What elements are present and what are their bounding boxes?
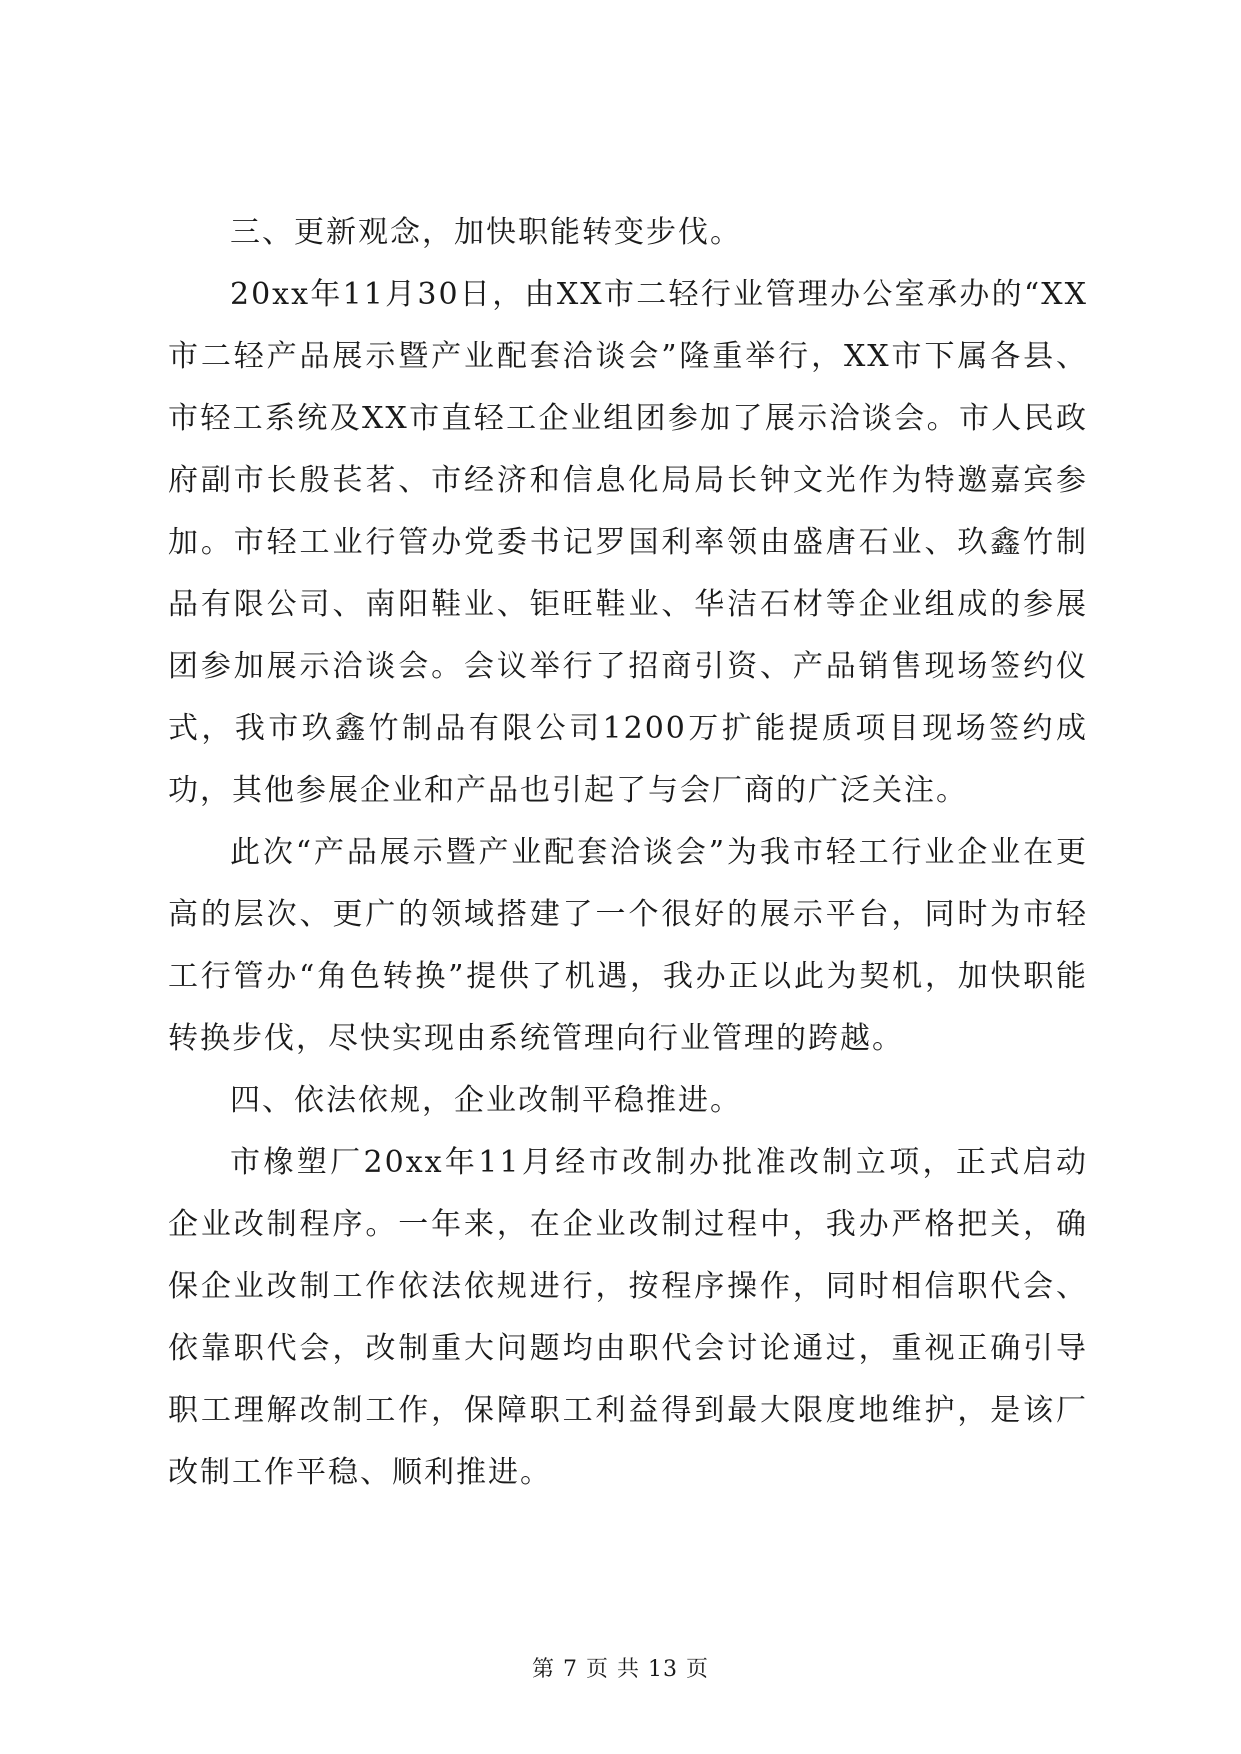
paragraph-fair-significance: 此次“产品展示暨产业配套洽谈会”为我市轻工行业企业在更高的层次、更广的领域搭建了一个很好的展示平台，同时为市轻工行管办“角色转换”提供了机遇，我办正以此为契机，加快职能转换步伐，尽快实现由系统管理向行业管理的跨越。 (168, 835, 1088, 1056)
document-body (168, 202, 1088, 1504)
paragraph-fair-event: 20xx年11月30日，由XX市二轻行业管理办公室承办的“XX市二轻产品展示暨产业配套洽谈会”隆重举行，XX市下属各县、市轻工系统及XX市直轻工企业组团参加了展示洽谈会。市人民政府副市长殷苌茗、市经济和信息化局局长钟文光作为特邀嘉宾参加。市轻工业行管办党委书记罗国利率领由盛唐石业、玖鑫竹制品有限公司、南阳鞋业、钜旺鞋业、华洁石材等企业组成的参展团参加展示洽谈会。会议举行了招商引资、产品销售现场签约仪式，我市玖鑫竹制品有限公司1200万扩能提质项目现场签约成功，其他参展企业和产品也引起了与会厂商的广泛关注。 (168, 277, 1088, 808)
section-heading-3: 三、更新观念，加快职能转变步伐。 (230, 215, 742, 250)
paragraph-restructuring: 市橡塑厂20xx年11月经市改制办批准改制立项，正式启动企业改制程序。一年来，在企业改制过程中，我办严格把关，确保企业改制工作依法依规进行，按程序操作，同时相信职代会、依靠职代会，改制重大问题均由职代会讨论通过，重视正确引导职工理解改制工作，保障职工利益得到最大限度地维护，是该厂改制工作平稳、顺利推进。 (168, 1145, 1088, 1490)
section-heading-4: 四、依法依规，企业改制平稳推进。 (230, 1083, 742, 1118)
page-number-footer: 第 7 页 共 13 页 (532, 1657, 709, 1682)
